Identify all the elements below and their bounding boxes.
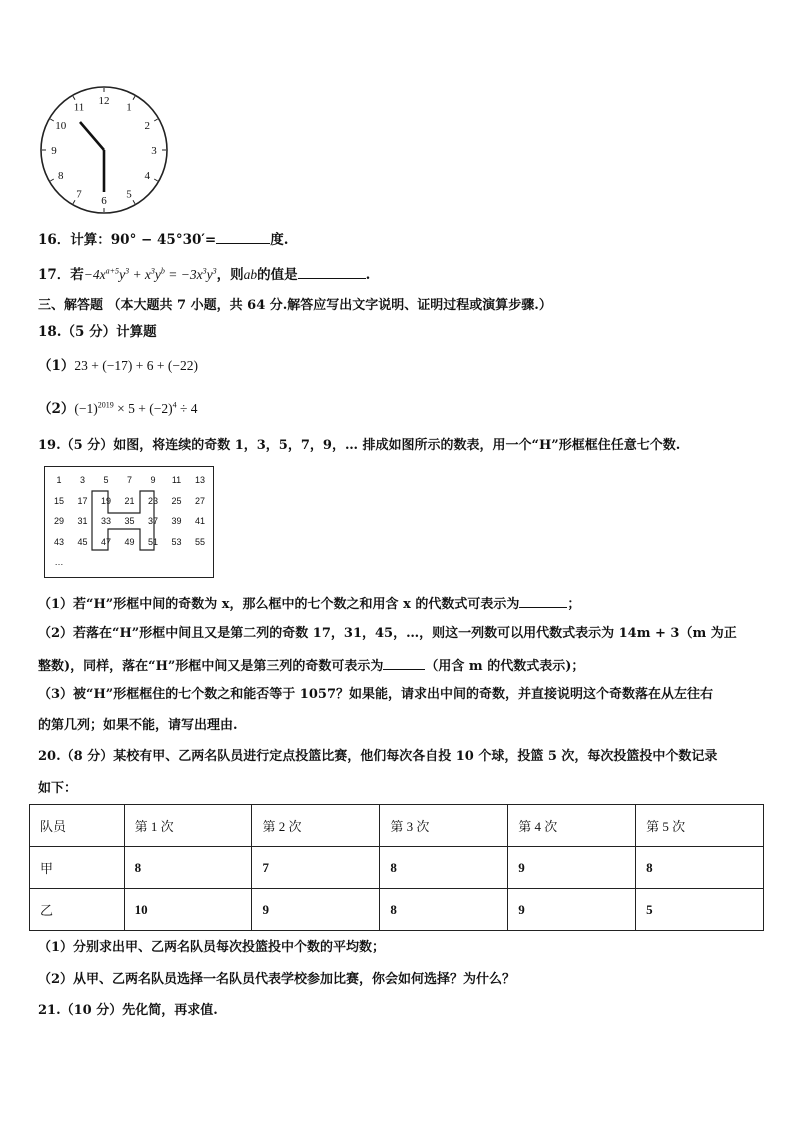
grid-cell: 33 bbox=[100, 516, 111, 526]
grid-cell: 35 bbox=[124, 516, 135, 526]
clock-number: 7 bbox=[76, 188, 82, 201]
clock-number: 10 bbox=[55, 120, 67, 132]
table-cell: 9 bbox=[252, 889, 380, 931]
table-header: 第 3 次 bbox=[380, 805, 508, 847]
answer-blank-19-2 bbox=[383, 655, 425, 670]
question-20-part-2: （2）从甲、乙两名队员选择一名队员代表学校参加比赛，你会如何选择？为什么？ bbox=[38, 972, 516, 987]
clock-number: 2 bbox=[144, 120, 151, 132]
clock-number: 1 bbox=[126, 101, 132, 114]
clock-number: 4 bbox=[144, 170, 151, 182]
clock-hour-hand bbox=[80, 122, 104, 150]
answer-blank-16 bbox=[216, 229, 270, 244]
table-header: 队员 bbox=[30, 805, 125, 847]
question-19-part-3a: （3）被“H”形框框住的七个数之和能否等于 1057？如果能，请求出中间的奇数，并直接说明这个奇数落在从左往右 bbox=[38, 687, 713, 702]
clock-tick bbox=[50, 179, 54, 181]
question-20-title-a: 20.（8 分）某校有甲、乙两名队员进行定点投篮比赛，他们每次各自投 10 个球，投篮 5 次，每次投篮投中个数记录 bbox=[38, 749, 718, 764]
question-19-part-3b: 的第几列；如果不能，请写出理由. bbox=[38, 718, 238, 733]
table-cell: 8 bbox=[380, 889, 508, 931]
grid-cell: 49 bbox=[124, 536, 135, 547]
grid-cell: 45 bbox=[77, 536, 88, 547]
table-cell: 10 bbox=[124, 889, 252, 931]
question-16-text: 16．计算：90° − 45°30′= bbox=[38, 232, 217, 248]
grid-cell: 23 bbox=[147, 495, 158, 506]
grid-cell: 3 bbox=[79, 475, 85, 485]
grid-cell: 15 bbox=[53, 495, 64, 506]
table-header-row bbox=[30, 805, 764, 847]
grid-cell: 21 bbox=[124, 495, 135, 506]
table-cell: 8 bbox=[380, 847, 508, 889]
table-cell: 8 bbox=[636, 847, 764, 889]
clock-number: 12 bbox=[98, 95, 110, 107]
grid-cell: 5 bbox=[103, 475, 109, 485]
grid-cell: 7 bbox=[126, 475, 132, 485]
clock-number: 3 bbox=[151, 145, 157, 157]
table-cell: 7 bbox=[252, 847, 380, 889]
table-row bbox=[30, 847, 764, 889]
grid-cell: 29 bbox=[53, 516, 64, 526]
clock-number: 8 bbox=[57, 170, 64, 182]
score-table bbox=[29, 804, 764, 931]
table-cell: 8 bbox=[124, 847, 252, 889]
table-row bbox=[30, 889, 764, 931]
clock-tick bbox=[50, 119, 54, 121]
grid-cell: 11 bbox=[171, 475, 182, 485]
clock-tick bbox=[154, 179, 158, 181]
clock-tick bbox=[133, 200, 135, 204]
table-header: 第 2 次 bbox=[252, 805, 380, 847]
question-18-part-1: （1）23 + (−17) + 6 + (−22) bbox=[38, 358, 198, 374]
clock-tick bbox=[154, 119, 158, 121]
grid-cell: 37 bbox=[147, 516, 158, 526]
answer-blank-19-1 bbox=[519, 593, 567, 608]
question-19-part-2b: 整数)，同样，落在“H”形框中间又是第三列的奇数可表示为 （用含 m 的代数式表示)； bbox=[38, 655, 584, 676]
question-18-part-2: $(2)(-1)^{2019} \times 5 + (-2)^4 \div 4$ bbox=[38, 400, 198, 417]
grid-cell: 51 bbox=[147, 536, 158, 547]
grid-cell: … bbox=[54, 557, 64, 567]
question-21-title: 21.（10 分）先化简，再求值. bbox=[38, 1003, 218, 1018]
grid-cell: 25 bbox=[171, 495, 182, 506]
question-20-part-1: （1）分别求出甲、乙两名队员每次投篮投中个数的平均数； bbox=[38, 940, 386, 955]
clock-number: 5 bbox=[126, 188, 132, 201]
answer-blank-17 bbox=[298, 264, 366, 279]
question-19-part-1: （1）若“H”形框中间的奇数为 x，那么框中的七个数之和用含 x 的代数式可表示为 ； bbox=[38, 593, 580, 614]
clock-number: 6 bbox=[101, 195, 107, 207]
grid-cell: 41 bbox=[194, 516, 205, 526]
table-cell: 乙 bbox=[30, 889, 125, 931]
clock-number: 9 bbox=[51, 145, 57, 157]
clock-number: 11 bbox=[73, 101, 85, 114]
grid-cell: 53 bbox=[171, 536, 182, 547]
table-cell: 5 bbox=[636, 889, 764, 931]
question-17: 17．若$-4x^{a+5}y^3 + x^3y^b = -3x^3y^3$，则ab的值是 . bbox=[38, 264, 370, 284]
grid-cell: 55 bbox=[194, 536, 205, 547]
clock-tick bbox=[73, 200, 75, 204]
clock-figure bbox=[38, 84, 170, 216]
question-20-title-b: 如下： bbox=[38, 781, 78, 796]
table-cell: 9 bbox=[508, 889, 636, 931]
grid-cell: 1 bbox=[56, 475, 62, 485]
grid-cell: 13 bbox=[194, 475, 205, 485]
section-3-header: 三、解答题 （本大题共 7 小题，共 64 分.解答应写出文字说明、证明过程或演算步骤.） bbox=[38, 298, 552, 313]
table-cell: 9 bbox=[508, 847, 636, 889]
question-18-title: 18.（5 分）计算题 bbox=[38, 324, 157, 340]
grid-cell: 17 bbox=[77, 495, 88, 506]
table-header: 第 1 次 bbox=[124, 805, 252, 847]
grid-cell: 19 bbox=[100, 495, 111, 506]
grid-cell: 43 bbox=[53, 536, 64, 547]
grid-cell: 47 bbox=[100, 536, 111, 547]
h-frame bbox=[44, 466, 214, 578]
clock-tick bbox=[73, 96, 75, 100]
table-cell: 甲 bbox=[30, 847, 125, 889]
question-19-part-2a: （2）若落在“H”形框中间且又是第二列的奇数 17，31，45，…，则这一列数可以用代数式表示为 14m + 3（m 为正 bbox=[38, 626, 737, 641]
question-19-title: 19.（5 分）如图，将连续的奇数 1，3，5，7，9，… 排成如图所示的数表，用一个“H”形框框住任意七个数. bbox=[38, 438, 681, 453]
clock-tick bbox=[133, 96, 135, 100]
table-header: 第 4 次 bbox=[508, 805, 636, 847]
grid-cell: 31 bbox=[77, 516, 88, 526]
question-16: 16．计算：90° − 45°30′= 度. bbox=[38, 229, 288, 249]
grid-cell: 9 bbox=[150, 475, 156, 485]
grid-cell: 27 bbox=[194, 495, 205, 506]
table-header: 第 5 次 bbox=[636, 805, 764, 847]
grid-cell: 39 bbox=[171, 516, 182, 526]
